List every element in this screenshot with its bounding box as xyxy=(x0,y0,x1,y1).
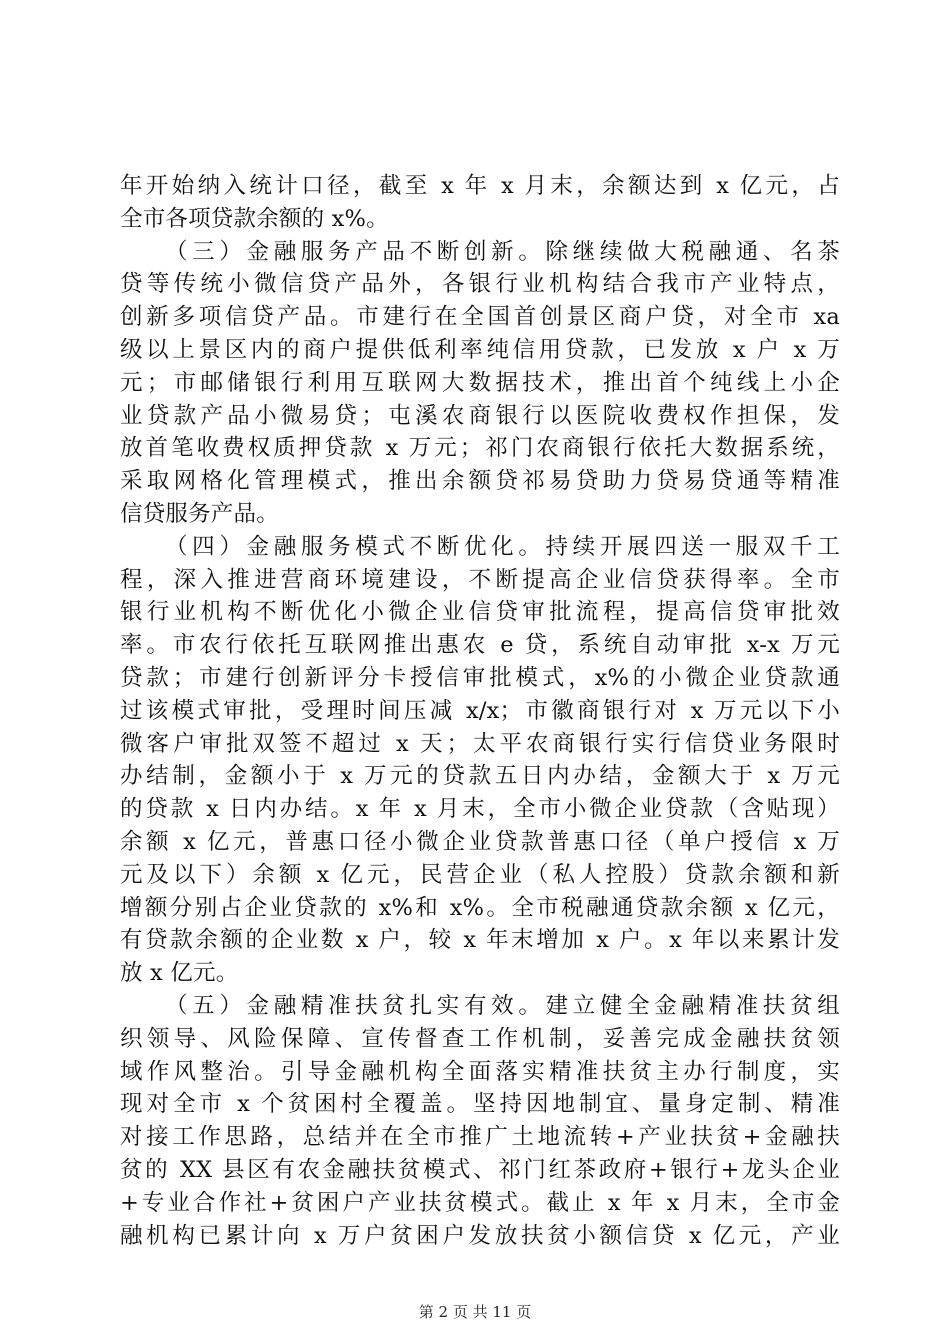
text-line: 放首笔收费权质押贷款 x 万元；祁门农商银行依托大数据系统， xyxy=(120,435,840,462)
text-line: 业贷款产品小微易贷；屯溪农商银行以医院收费权作担保，发 xyxy=(120,402,840,429)
text-line: 现对全市 x 个贫困村全覆盖。坚持因地制宜、量身定制、精准 xyxy=(120,1091,840,1118)
text-line: 元；市邮储银行利用互联网大数据技术，推出首个纯线上小企 xyxy=(120,369,840,396)
text-line: 程，深入推进营商环境建设，不断提高企业信贷获得率。全市 xyxy=(120,566,840,593)
section-heading-line: （五）金融精准扶贫扎实有效。建立健全金融精准扶贫组 xyxy=(165,992,840,1019)
text-line: 的贷款 x 日内办结。x 年 x 月末，全市小微企业贷款（含贴现） xyxy=(120,796,840,823)
text-line: 增额分别占企业贷款的 x%和 x%。全市税融通贷款余额 x 亿元， xyxy=(120,894,840,921)
text-line: 年开始纳入统计口径，截至 x 年 x 月末，余额达到 x 亿元，占 xyxy=(120,173,840,199)
text-line: +专业合作社+贫困户产业扶贫模式。截止 x 年 x 月末，全市金 xyxy=(120,1189,840,1216)
text-line: 织领导、风险保障、宣传督查工作机制，妥善完成金融扶贫领 xyxy=(120,1025,840,1052)
body-text xyxy=(120,170,840,1252)
text-line: 融机构已累计向 x 万户贫困户发放扶贫小额信贷 x 亿元，产业 xyxy=(120,1222,840,1249)
text-line: 元及以下）余额 x 亿元，民营企业（私人控股）贷款余额和新 xyxy=(120,861,840,888)
text-line: 有贷款余额的企业数 x 户，较 x 年末增加 x 户。x 年以来累计发 xyxy=(120,927,840,954)
section-heading-line: （四）金融服务模式不断优化。持续开展四送一服双千工 xyxy=(165,533,840,560)
page-number-footer: 第 2 页 共 11 页 xyxy=(418,1303,532,1321)
text-line: 放 x 亿元。 xyxy=(120,960,239,987)
text-line: 贷等传统小微信贷产品外，各银行业机构结合我市产业特点， xyxy=(120,271,840,298)
text-line: 创新多项信贷产品。市建行在全国首创景区商户贷，对全市 xa xyxy=(120,304,840,331)
text-line: 采取网格化管理模式，推出余额贷祁易贷助力贷易贷通等精准 xyxy=(120,468,840,495)
text-line: 对接工作思路，总结并在全市推广土地流转+产业扶贫+金融扶 xyxy=(120,1124,840,1151)
text-line: 余额 x 亿元，普惠口径小微企业贷款普惠口径（单户授信 x 万 xyxy=(120,828,840,855)
section-heading-line: （三）金融服务产品不断创新。除继续做大税融通、名茶 xyxy=(165,238,840,265)
text-line: 率。市农行依托互联网推出惠农 e 贷，系统自动审批 x-x 万元 xyxy=(120,632,840,659)
text-line: 域作风整治。引导金融机构全面落实精准扶贫主办行制度，实 xyxy=(120,1058,840,1085)
text-line: 级以上景区内的商户提供低利率纯信用贷款，已发放 x 户 x 万 xyxy=(120,336,840,363)
text-line: 贷款；市建行创新评分卡授信审批模式，x%的小微企业贷款通 xyxy=(120,664,840,691)
text-line: 信贷服务产品。 xyxy=(120,500,279,527)
text-line: 微客户审批双签不超过 x 天；太平农商银行实行信贷业务限时 xyxy=(120,730,840,757)
text-line: 全市各项贷款余额的 x%。 xyxy=(120,205,389,232)
text-line: 银行业机构不断优化小微企业信贷审批流程，提高信贷审批效 xyxy=(120,599,840,626)
text-line: 过该模式审批，受理时间压减 x/x；市徽商银行对 x 万元以下小 xyxy=(120,697,840,724)
text-line: 贫的 XX 县区有农金融扶贫模式、祁门红茶政府+银行+龙头企业 xyxy=(120,1156,840,1183)
text-line: 办结制，金额小于 x 万元的贷款五日内办结，金额大于 x 万元 xyxy=(120,763,840,790)
